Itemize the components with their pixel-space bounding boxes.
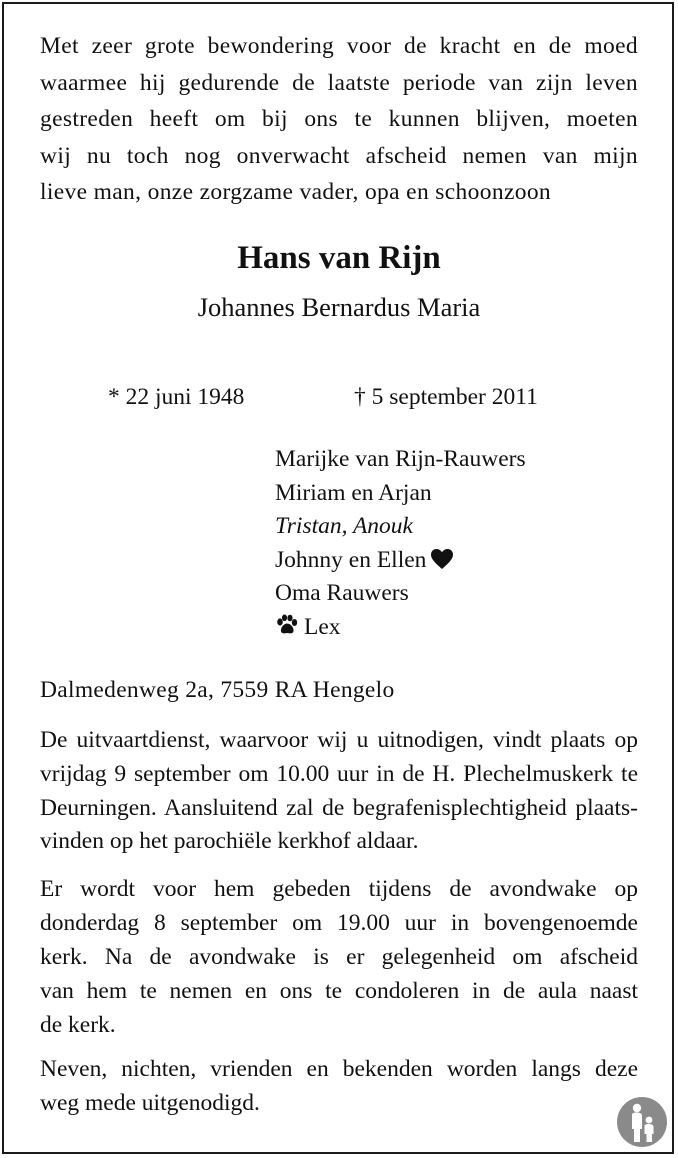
deceased-full-name: Johannes Bernardus Maria <box>197 292 481 322</box>
family-member-row <box>275 611 526 645</box>
wake-line: kerk. Na de avondwake is er gelegenheid om afscheid <box>40 944 638 970</box>
family-member: Oma Rauwers <box>275 580 409 607</box>
family-member: Marijke van Rijn-Rauwers <box>275 446 526 472</box>
family-member-grandchildren: Tristan, Anouk <box>275 513 413 540</box>
family-member: Miriam en Arjan <box>275 479 432 506</box>
intro-line: wij nu toch nog onverwacht afscheid nemen van mijn <box>40 142 638 169</box>
closing-line: Neven, nichten, vrienden en bekenden worden langs deze <box>40 1056 638 1082</box>
service-line: De uitvaartdienst, waarvoor wij u uitnodigen, vindt plaats op <box>40 727 638 753</box>
service-line: vinden op het parochiële kerkhof aldaar. <box>40 828 419 855</box>
closing-line: weg mede uitgenodigd. <box>40 1090 260 1116</box>
closing-paragraph <box>40 1052 638 1120</box>
intro-line: Met zeer grote bewondering voor de kracht en de moed <box>40 33 638 59</box>
wake-line: van hem te nemen en ons te condoleren in de aula naast <box>40 978 638 1004</box>
address: Dalmedenweg 2a, 7559 RA Hengelo <box>40 677 395 703</box>
intro-line: waarmee hij gedurende de laatste periode van zijn leven <box>40 69 638 96</box>
family-member: Johnny en Ellen <box>275 546 427 573</box>
heart-icon <box>430 548 454 570</box>
paw-icon <box>275 614 299 636</box>
intro-line: gestreden heeft om bij ons te kunnen blijven, moeten <box>40 106 638 132</box>
service-line: vrijdag 9 september om 10.00 uur in de H. Plechelmuskerk te <box>40 760 638 787</box>
wake-paragraph <box>40 872 638 1042</box>
wake-line: donderdag 8 september om 19.00 uur in bovengenoemde <box>40 910 638 936</box>
wake-line: de kerk. <box>40 1012 116 1038</box>
deceased-name: Hans van Rijn <box>237 240 441 276</box>
intro-text <box>40 28 638 211</box>
death-date: † 5 september 2011 <box>354 384 538 410</box>
birth-date: * 22 juni 1948 <box>108 384 245 410</box>
wake-line: Er wordt voor hem gebeden tijdens de avondwake op <box>40 876 638 902</box>
service-paragraph <box>40 724 638 859</box>
family-member-row <box>275 544 526 578</box>
pet-name: Lex <box>304 613 341 640</box>
service-line: Deurningen. Aansluitend zal de begrafenisplechtigheid plaats- <box>40 794 638 821</box>
memorial-logo-icon <box>616 1096 668 1148</box>
family-list <box>275 443 526 645</box>
intro-line: lieve man, onze zorgzame vader, opa en schoonzoon <box>40 179 552 205</box>
